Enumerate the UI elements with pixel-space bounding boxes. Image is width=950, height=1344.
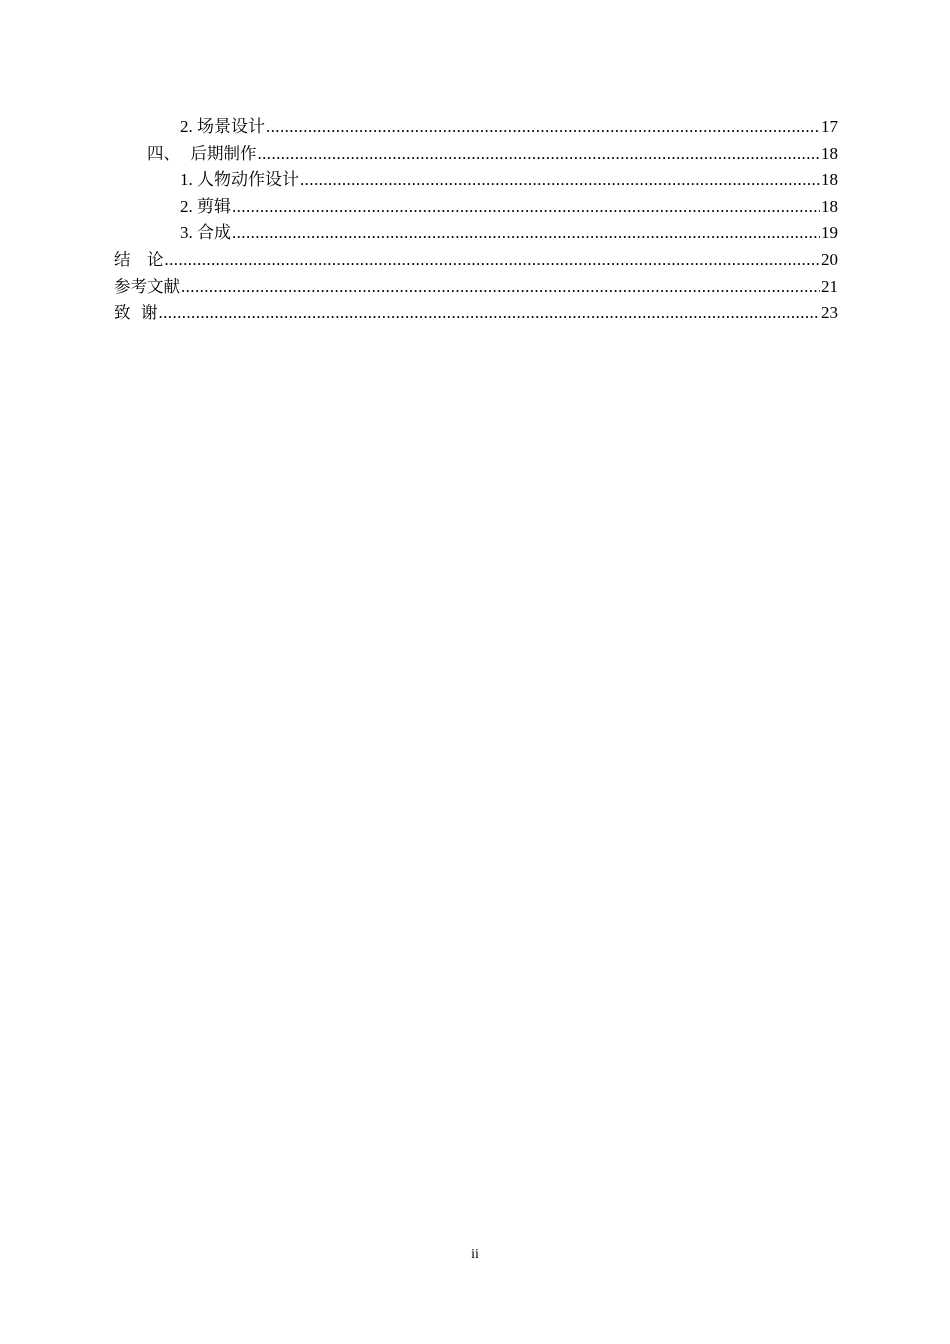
toc-entry[interactable]	[114, 167, 838, 194]
toc-entry-page: 18	[821, 170, 838, 190]
toc-entry-title: 结 论	[114, 249, 164, 269]
dot-leader	[165, 247, 821, 274]
toc-entry-title: 参考文献	[114, 276, 180, 296]
dot-leader	[232, 220, 820, 247]
toc-entry-title: 致 谢	[114, 303, 158, 323]
toc-entry-page: 19	[821, 223, 838, 243]
toc-entry-page: 20	[821, 249, 838, 269]
toc-entry[interactable]	[114, 194, 838, 221]
toc-entry[interactable]	[114, 300, 838, 327]
toc-entry-title: 1. 人物动作设计	[180, 170, 299, 190]
toc-entry[interactable]	[114, 141, 838, 168]
dot-leader	[159, 300, 821, 327]
toc-entry-page: 21	[821, 276, 838, 296]
dot-leader	[232, 194, 820, 221]
toc-entry-title: 3. 合成	[180, 223, 231, 243]
toc-entry[interactable]	[114, 114, 838, 141]
page-number-footer: ii	[471, 1247, 479, 1262]
toc-entry-page: 23	[821, 303, 838, 323]
toc-entry-title: 四、 后期制作	[147, 143, 257, 163]
dot-leader	[300, 167, 820, 194]
table-of-contents	[114, 114, 838, 327]
dot-leader	[266, 114, 820, 141]
dot-leader	[258, 141, 821, 168]
toc-entry-title: 2. 场景设计	[180, 117, 265, 136]
dot-leader	[181, 274, 820, 301]
toc-entry-title: 2. 剪辑	[180, 196, 231, 216]
toc-entry-page: 18	[821, 143, 838, 163]
toc-entry[interactable]	[114, 274, 838, 301]
toc-entry-page: 17	[821, 117, 838, 136]
toc-entry-page: 18	[821, 196, 838, 216]
toc-entry[interactable]	[114, 220, 838, 247]
toc-entry[interactable]	[114, 247, 838, 274]
